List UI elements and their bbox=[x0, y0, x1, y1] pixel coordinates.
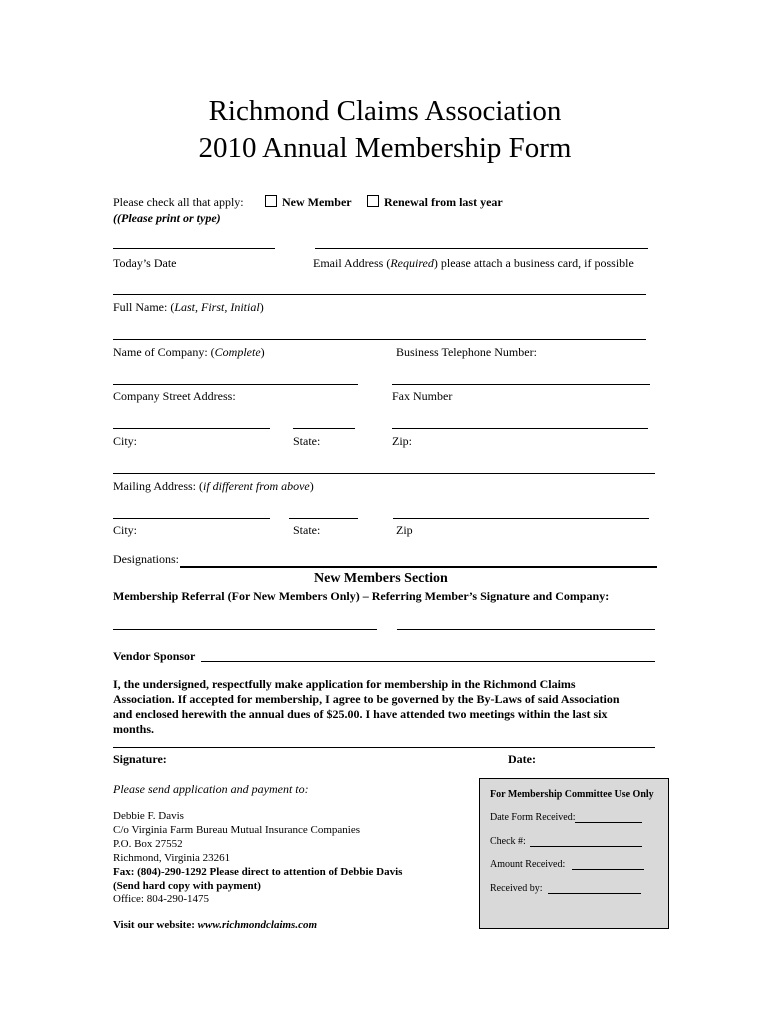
vendor-sponsor-label: Vendor Sponsor bbox=[113, 649, 196, 663]
todays-date-label: Today’s Date bbox=[113, 256, 177, 270]
state-line[interactable] bbox=[293, 428, 355, 429]
mailing-zip-label: Zip bbox=[396, 523, 413, 537]
mailing-city-label: City: bbox=[113, 523, 138, 537]
website-label: Visit our website: bbox=[113, 919, 198, 931]
new-member-option[interactable] bbox=[265, 195, 352, 209]
signature-line[interactable] bbox=[113, 747, 655, 748]
mailing-label-text: Mailing Address: ( bbox=[113, 479, 203, 493]
company-hint: Complete bbox=[214, 345, 261, 359]
referral-company-line[interactable] bbox=[397, 629, 655, 630]
referral-signature-line[interactable] bbox=[113, 629, 377, 630]
address-hard-copy: (Send hard copy with payment) bbox=[113, 880, 261, 892]
email-label-text: Email Address ( bbox=[313, 256, 391, 270]
email-label-tail: ) please attach a business card, if possible bbox=[433, 256, 634, 270]
mailing-line[interactable] bbox=[113, 473, 655, 474]
check-number-label: Check #: bbox=[490, 836, 526, 847]
address-line2: P.O. Box 27552 bbox=[113, 838, 183, 850]
company-close: ) bbox=[260, 345, 265, 359]
amount-received-line[interactable] bbox=[572, 869, 644, 870]
new-member-label: New Member bbox=[282, 195, 352, 209]
renewal-label: Renewal from last year bbox=[384, 195, 503, 209]
company-label-text: Name of Company: ( bbox=[113, 345, 215, 359]
mailing-zip-line[interactable] bbox=[393, 518, 649, 519]
email-required: Required bbox=[390, 256, 434, 270]
full-name-hint: Last, First, Initial bbox=[174, 300, 260, 314]
company-line[interactable] bbox=[113, 339, 646, 340]
form-title-line1: Richmond Claims Association bbox=[208, 95, 562, 127]
new-members-heading: New Members Section bbox=[314, 571, 448, 586]
received-by-label: Received by: bbox=[490, 883, 543, 894]
new-member-checkbox[interactable] bbox=[265, 195, 277, 207]
section-divider bbox=[180, 566, 657, 568]
full-name-label-text: Full Name: ( bbox=[113, 300, 175, 314]
todays-date-line[interactable] bbox=[113, 248, 275, 249]
zip-line[interactable] bbox=[392, 428, 648, 429]
phone-label: Business Telephone Number: bbox=[396, 345, 537, 359]
date-received-label: Date Form Received: bbox=[490, 812, 576, 823]
declaration-line-2: Association. If accepted for membership, I agree to be governed by the By-Laws of said Association bbox=[113, 692, 620, 706]
form-title-line2: 2010 Annual Membership Form bbox=[198, 132, 572, 164]
address-fax: Fax: (804)-290-1292 Please direct to attention of Debbie Davis bbox=[113, 866, 403, 878]
company-label bbox=[113, 345, 265, 359]
city-label: City: bbox=[113, 434, 138, 448]
declaration-line-3: and enclosed herewith the annual dues of $25.00. I have attended two meetings within the last six bbox=[113, 707, 608, 721]
email-line[interactable] bbox=[315, 248, 648, 249]
designations-label: Designations: bbox=[113, 552, 179, 566]
fax-label: Fax Number bbox=[392, 389, 453, 403]
address-line1: C/o Virginia Farm Bureau Mutual Insurance Companies bbox=[113, 824, 361, 836]
mailing-close: ) bbox=[309, 479, 314, 493]
referral-label: Membership Referral (For New Members Only) – Referring Member’s Signature and Company: bbox=[113, 589, 610, 603]
signature-label: Signature: bbox=[113, 752, 167, 766]
mailing-hint: if different from above bbox=[203, 479, 310, 493]
renewal-checkbox[interactable] bbox=[367, 195, 379, 207]
declaration-line-4: months. bbox=[113, 722, 155, 736]
fax-line[interactable] bbox=[392, 384, 650, 385]
street-label: Company Street Address: bbox=[113, 389, 236, 403]
full-name-line[interactable] bbox=[113, 294, 646, 295]
street-line[interactable] bbox=[113, 384, 358, 385]
address-office: Office: 804-290-1475 bbox=[113, 893, 210, 905]
mailing-label bbox=[113, 479, 314, 493]
email-label bbox=[313, 256, 634, 270]
address-name: Debbie F. Davis bbox=[113, 810, 184, 822]
address-line3: Richmond, Virginia 23261 bbox=[113, 852, 231, 864]
website-link[interactable]: www.richmondclaims.com bbox=[197, 919, 318, 931]
check-number-line[interactable] bbox=[530, 846, 642, 847]
zip-label: Zip: bbox=[392, 434, 412, 448]
committee-box bbox=[479, 778, 669, 929]
full-name-label bbox=[113, 300, 264, 314]
state-label: State: bbox=[293, 434, 321, 448]
mailing-state-line[interactable] bbox=[289, 518, 358, 519]
full-name-close: ) bbox=[259, 300, 264, 314]
amount-received-label: Amount Received: bbox=[490, 859, 566, 870]
city-line[interactable] bbox=[113, 428, 270, 429]
mailing-state-label: State: bbox=[293, 523, 321, 537]
print-note: ((Please print or type) bbox=[113, 211, 221, 225]
renewal-option[interactable] bbox=[367, 195, 503, 209]
check-intro: Please check all that apply: bbox=[113, 195, 244, 209]
website-line bbox=[113, 919, 317, 932]
date-label: Date: bbox=[508, 752, 536, 766]
send-to-label: Please send application and payment to: bbox=[113, 782, 309, 796]
received-by-line[interactable] bbox=[548, 893, 641, 894]
mailing-city-line[interactable] bbox=[113, 518, 270, 519]
declaration-line-1: I, the undersigned, respectfully make application for membership in the Richmond Claims bbox=[113, 677, 576, 691]
date-received-line[interactable] bbox=[575, 822, 642, 823]
vendor-sponsor-line[interactable] bbox=[201, 661, 655, 662]
committee-title: For Membership Committee Use Only bbox=[490, 789, 654, 800]
